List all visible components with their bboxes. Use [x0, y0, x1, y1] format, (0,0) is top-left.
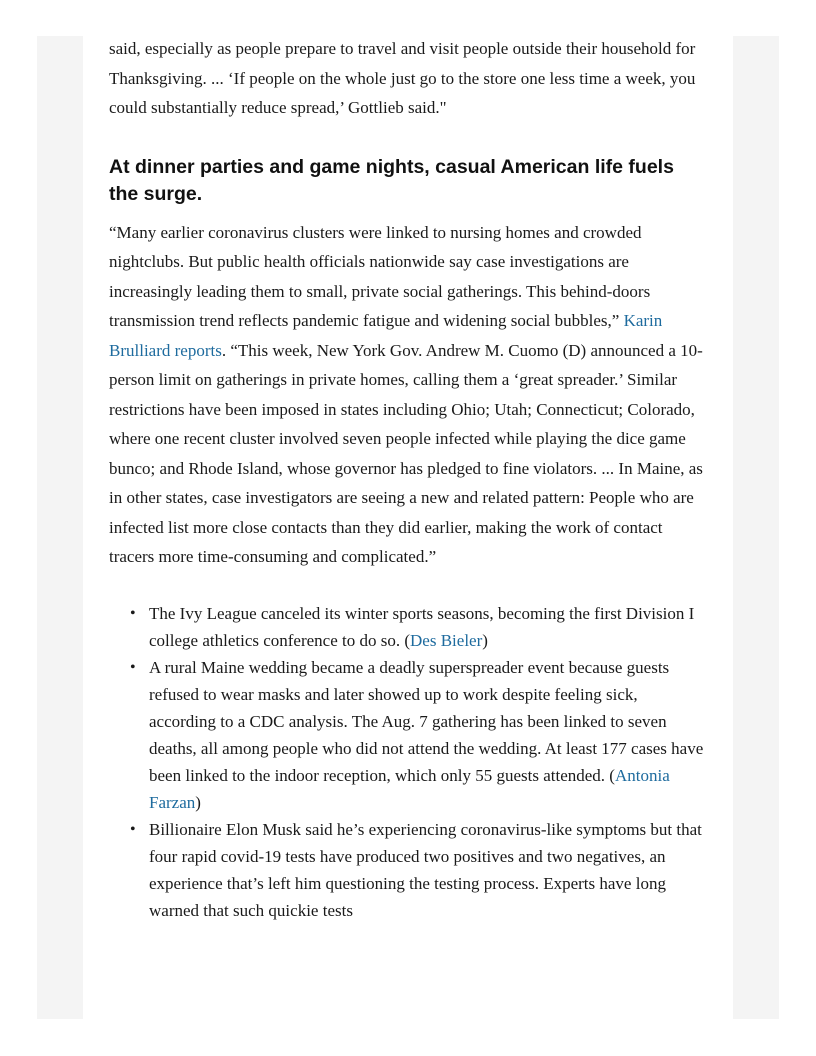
- paragraph-text-before: “Many earlier coronavirus clusters were linked to nursing homes and crowded nightclubs. But public health officials nationwide say case investigations are increasingly leading them to small, private social gatherings. This behind-doors transmission trend reflects pandemic fatigue and widening social bubbles,”: [109, 222, 651, 330]
- list-item-text-after: ): [195, 792, 201, 812]
- karin-brulliard-link[interactable]: Karin Brulliard reports: [109, 311, 663, 360]
- page-gutter-left: [37, 36, 83, 1019]
- paragraph-text-after: . “This week, New York Gov. Andrew M. Cuomo (D) announced a 10-person limit on gatherings in private homes, calling them a ‘great spreader.’ Similar restrictions have been imposed in states including Ohio; Utah; Connecticut; Colorado, where one recent cluster involved seven people infected while playing the dice game bunco; and Rhode Island, whose governor has pledged to fine violators. ... In Maine, as in other states, case investigators are seeing a new and related pattern: People who are infected list more close contacts than they did earlier, making the work of contact tracers more time-consuming and complicated.”: [109, 340, 703, 566]
- page-gutter-right: [733, 36, 779, 1019]
- antonia-farzan-link[interactable]: Antonia Farzan: [149, 765, 670, 812]
- list-item-text-after: ): [482, 630, 488, 650]
- article-body: [109, 0, 707, 924]
- intro-paragraph: said, especially as people prepare to travel and visit people outside their household for Thanksgiving. ... ‘If people on the whole just go to the store one less time a week, you could substantially reduce spread,’ Gottlieb said.": [109, 39, 696, 117]
- des-bieler-link[interactable]: Des Bieler: [410, 630, 483, 650]
- list-item-elon-musk: [149, 816, 707, 924]
- list-item-text: The Ivy League canceled its winter sports seasons, becoming the first Division I college athletics conference to do so. (: [149, 603, 695, 650]
- news-bullet-list: [109, 600, 707, 924]
- list-item-text: Billionaire Elon Musk said he’s experiencing coronavirus-like symptoms but that four rapid covid-19 tests have produced two positives and two negatives, an experience that’s left him questioning the testing process. Experts have long warned that such quickie tests: [149, 819, 702, 920]
- section-heading: At dinner parties and game nights, casual American life fuels the surge.: [109, 155, 674, 205]
- list-item-text: A rural Maine wedding became a deadly superspreader event because guests refused to wear masks and later showed up to work despite feeling sick, according to a CDC analysis. The Aug. 7 gathering has been linked to seven deaths, all among people who did not attend the wedding. At least 177 cases have been linked to the indoor reception, which only 55 guests attended. (: [149, 657, 704, 785]
- list-item-ivy-league: [149, 600, 707, 654]
- list-item-maine-wedding: [149, 654, 707, 816]
- main-paragraph: [109, 218, 707, 572]
